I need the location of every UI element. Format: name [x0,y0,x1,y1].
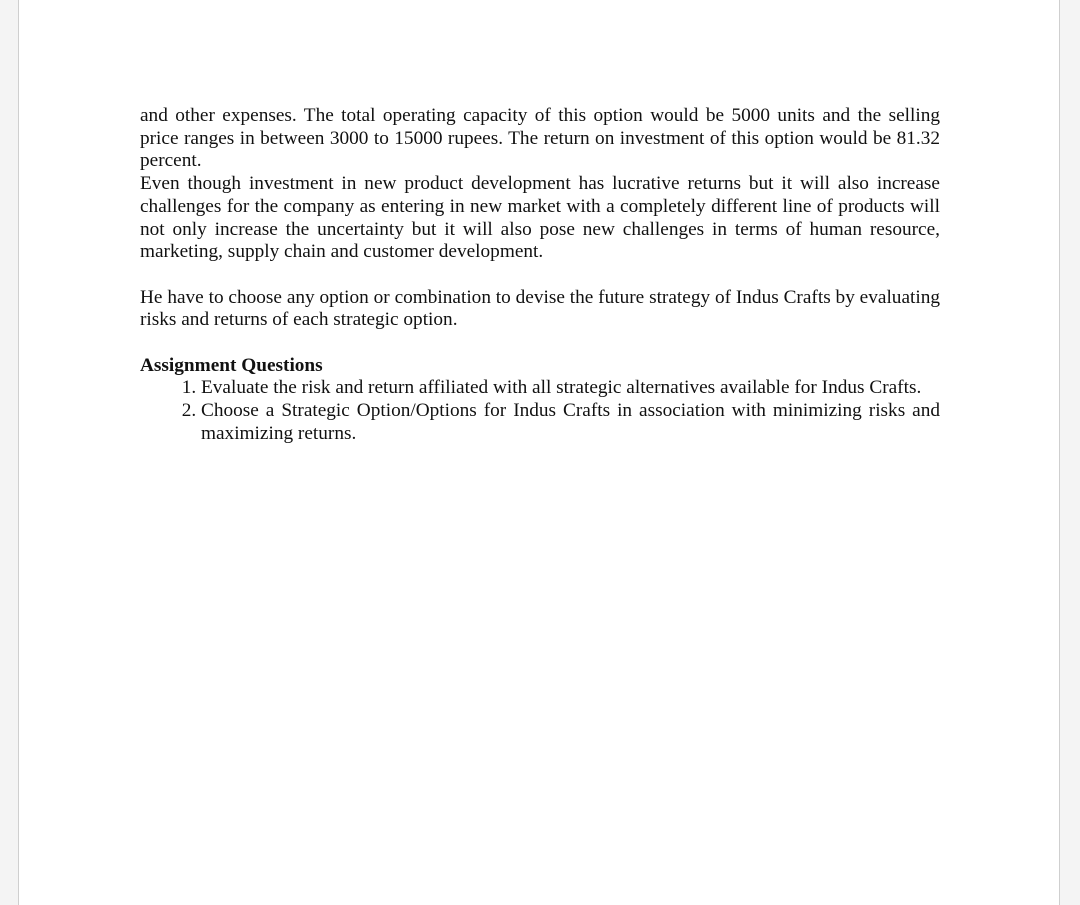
paragraph-spacer [140,264,940,287]
document-page [18,0,1060,905]
paragraph-strategy-choice: He have to choose any option or combination to devise the future strategy of Indus Crafts by evaluating risks and returns of each strategic option. [140,286,940,331]
assignment-questions-heading: Assignment Questions [140,354,323,376]
document-body [140,105,940,446]
question-item: 1. Evaluate the risk and return affiliated with all strategic alternatives available for Indus Crafts. [201,377,940,400]
paragraph-spacer [140,332,940,355]
assignment-questions-list [140,377,940,445]
paragraph-challenges: Even though investment in new product development has lucrative returns but it will also increase challenges for the company as entering in new market with a completely different line of products will not only increase the uncertainty but it will also pose new challenges in terms of human resource, marketing, supply chain and customer development. [140,173,940,263]
paragraph-investment-details: and other expenses. The total operating capacity of this option would be 5000 units and the selling price ranges in between 3000 to 15000 rupees. The return on investment of this option would be 81.32 percent. [140,105,940,172]
question-item: 2. Choose a Strategic Option/Options for Indus Crafts in association with minimizing risks and maximizing returns. [201,400,940,445]
